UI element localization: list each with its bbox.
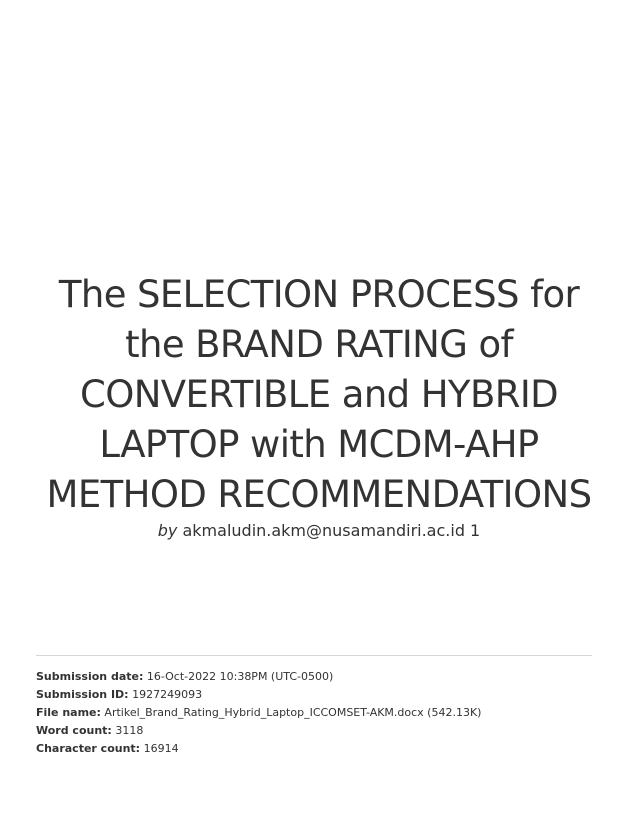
divider: [36, 655, 592, 656]
file-name-row: [36, 704, 481, 722]
submission-id-row: [36, 686, 481, 704]
character-count-label: Character count:: [36, 742, 141, 755]
word-count-label: Word count:: [36, 724, 112, 737]
submission-date-value: 16-Oct-2022 10:38PM (UTC-0500): [146, 670, 334, 683]
title-line-4: LAPTOP with MCDM-AHP: [99, 423, 539, 466]
document-title: [0, 270, 638, 520]
word-count-row: [36, 722, 481, 740]
submission-date-label: Submission date:: [36, 670, 144, 683]
author-byline: [0, 520, 638, 542]
byline-prefix: by: [157, 521, 178, 540]
submission-id-label: Submission ID:: [36, 688, 129, 701]
word-count-value: 3118: [115, 724, 144, 737]
title-line-2: the BRAND RATING of: [125, 323, 513, 366]
title-line-3: CONVERTIBLE and HYBRID: [79, 373, 559, 416]
submission-details: [36, 668, 481, 758]
file-name-label: File name:: [36, 706, 101, 719]
author-email: akmaludin.akm@nusamandiri.ac.id 1: [182, 521, 481, 540]
title-line-5: METHOD RECOMMENDATIONS: [46, 473, 592, 516]
submission-date-row: [36, 668, 481, 686]
file-name-value: Artikel_Brand_Rating_Hybrid_Laptop_ICCOMSET-AKM.docx (542.13K): [104, 706, 482, 719]
character-count-value: 16914: [143, 742, 179, 755]
title-line-1: The SELECTION PROCESS for: [58, 273, 580, 316]
submission-id-value: 1927249093: [132, 688, 203, 701]
character-count-row: [36, 740, 481, 758]
